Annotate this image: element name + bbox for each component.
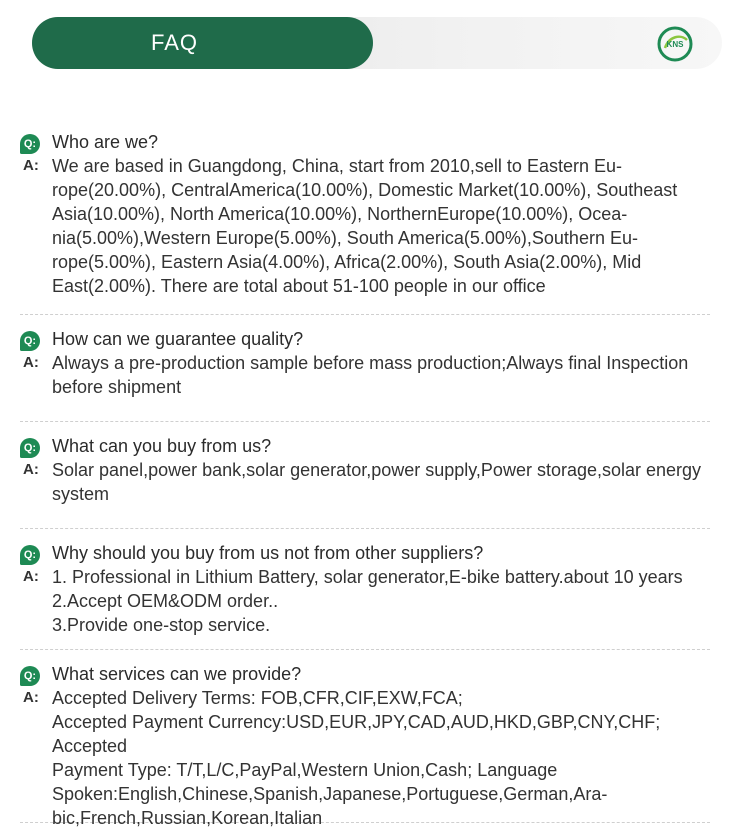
answer-label: A: <box>23 689 39 706</box>
question-icon: Q: <box>20 666 40 686</box>
question-icon: Q: <box>20 438 40 458</box>
answer-text: Always a pre-production sample before mass production;Always final Inspection before shipment <box>52 353 689 397</box>
faq-header <box>32 17 373 69</box>
answer-row <box>20 458 710 506</box>
faq-item <box>20 130 710 315</box>
answer-row <box>20 154 710 298</box>
brand-logo-icon <box>657 26 693 62</box>
question-icon: Q: <box>20 134 40 154</box>
question-icon: Q: <box>20 331 40 351</box>
answer-text: Accepted Delivery Terms: FOB,CFR,CIF,EXW,FCA; Accepted Payment Currency:USD,EUR,JPY,CAD,AUD,HKD,GBP,CNY,CHF; Accepted Payment Type: T/T,L/C,PayPal,Western Union,Cash; Language Spoken:English,Chinese,Spanish,Japanese,Portuguese,German,Ara- bic,French,Russian,Korean,Italian <box>52 688 661 828</box>
answer-text: We are based in Guangdong, China, start from 2010,sell to Eastern Eu- rope(20.00%), CentralAmerica(10.00%), Domestic Market(10.00%), Southeast Asia(10.00%), North America(10.00%), NorthernEurope(10.00%), Ocea- nia(5.00%),Western Europe(5.00%), South America(5.00%),Southern Eu- rope(5.00%), Eastern Asia(4.00%), Africa(2.00%), South Asia(2.00%), Mid East(2.00%). There are total about 51-100 people in our office <box>52 156 678 296</box>
answer-row <box>20 686 710 830</box>
answer-label: A: <box>23 568 39 585</box>
question-row <box>20 662 710 686</box>
page-title: FAQ <box>150 30 198 55</box>
answer-label: A: <box>23 157 39 174</box>
question-icon: Q: <box>20 545 40 565</box>
faq-list <box>0 130 750 828</box>
question-text: What can you buy from us? <box>52 436 272 456</box>
faq-item <box>20 541 710 650</box>
answer-row <box>20 351 710 399</box>
faq-item <box>20 434 710 529</box>
question-text: Why should you buy from us not from other suppliers? <box>52 543 484 563</box>
faq-item <box>20 662 710 828</box>
answer-text: Solar panel,power bank,solar generator,power supply,Power storage,solar energy system <box>52 460 702 504</box>
question-row <box>20 434 710 458</box>
question-row <box>20 541 710 565</box>
answer-row <box>20 565 710 637</box>
answer-text: 1. Professional in Lithium Battery, solar generator,E-bike battery.about 10 years 2.Accept OEM&ODM order.. 3.Provide one-stop service. <box>52 567 683 635</box>
answer-label: A: <box>23 354 39 371</box>
question-text: Who are we? <box>52 132 159 152</box>
question-text: How can we guarantee quality? <box>52 329 304 349</box>
logo-text: KNS <box>666 40 684 49</box>
faq-item <box>20 327 710 422</box>
answer-label: A: <box>23 461 39 478</box>
question-row <box>20 327 710 351</box>
question-text: What services can we provide? <box>52 664 302 684</box>
question-row <box>20 130 710 154</box>
